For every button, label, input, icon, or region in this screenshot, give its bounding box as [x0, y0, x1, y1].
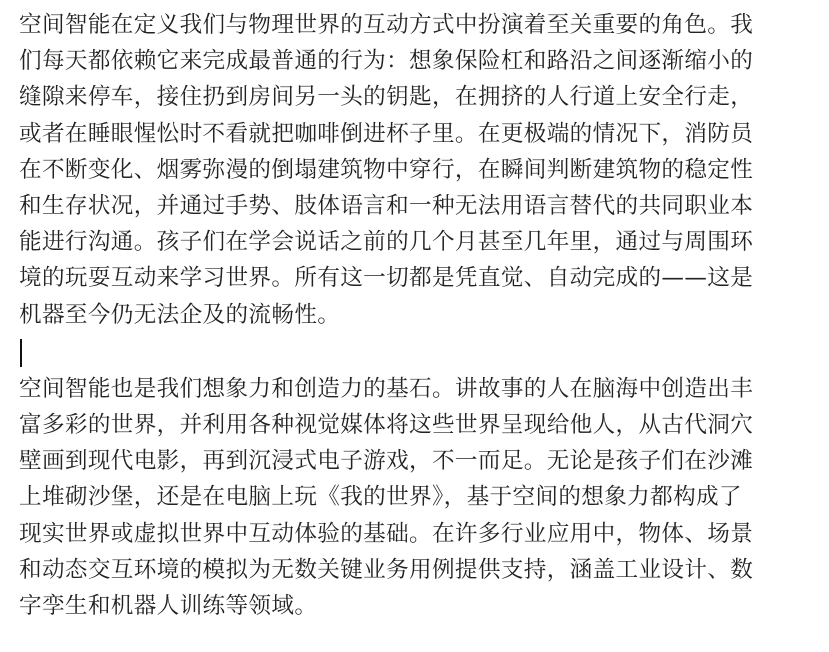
- paragraph-1: [19, 7, 814, 333]
- empty-editable-line[interactable]: [19, 333, 814, 369]
- text-line: 能进行沟通。孩子们在学会说话之前的几个月甚至几年里，通过与周围环: [19, 229, 754, 256]
- text-line: 境的玩耍互动来学习世界。所有这一切都是凭直觉、自动完成的——这是: [19, 265, 754, 292]
- text-line: 机器至今仍无法企及的流畅性。: [19, 301, 341, 328]
- text-line: 富多彩的世界，并利用各种视觉媒体将这些世界呈现给他人，从古代洞穴: [19, 412, 754, 439]
- text-line: 空间智能在定义我们与物理世界的互动方式中扮演着至关重要的角色。我: [19, 12, 754, 38]
- text-cursor: [20, 339, 22, 367]
- text-line: 现实世界或虚拟世界中互动体验的基础。在许多行业应用中，物体、场景: [19, 520, 754, 547]
- text-line: 空间智能也是我们想象力和创造力的基石。讲故事的人在脑海中创造出丰: [19, 375, 754, 402]
- paragraph-2: [19, 371, 814, 624]
- text-line: 字孪生和机器人训练等领域。: [19, 593, 318, 620]
- text-line: 缝隙来停车，接住扔到房间另一头的钥匙，在拥挤的人行道上安全行走，: [19, 84, 754, 111]
- text-line: 在不断变化、烟雾弥漫的倒塌建筑物中穿行，在瞬间判断建筑物的稳定性: [19, 156, 754, 183]
- text-line: 和生存状况，并通过手势、肢体语言和一种无法用语言替代的共同职业本: [19, 193, 754, 220]
- text-line: 或者在睡眼惺忪时不看就把咖啡倒进杯子里。在更极端的情况下，消防员: [19, 120, 754, 147]
- text-line: 们每天都依赖它来完成最普通的行为：想象保险杠和路沿之间逐渐缩小的: [19, 48, 754, 75]
- article-body: [19, 7, 814, 624]
- text-line: 上堆砌沙堡，还是在电脑上玩《我的世界》，基于空间的想象力都构成了: [19, 484, 742, 511]
- text-line: 和动态交互环境的模拟为无数关键业务用例提供支持，涵盖工业设计、数: [19, 556, 754, 583]
- text-line: 壁画到现代电影，再到沉浸式电子游戏，不一而足。无论是孩子们在沙滩: [19, 448, 754, 475]
